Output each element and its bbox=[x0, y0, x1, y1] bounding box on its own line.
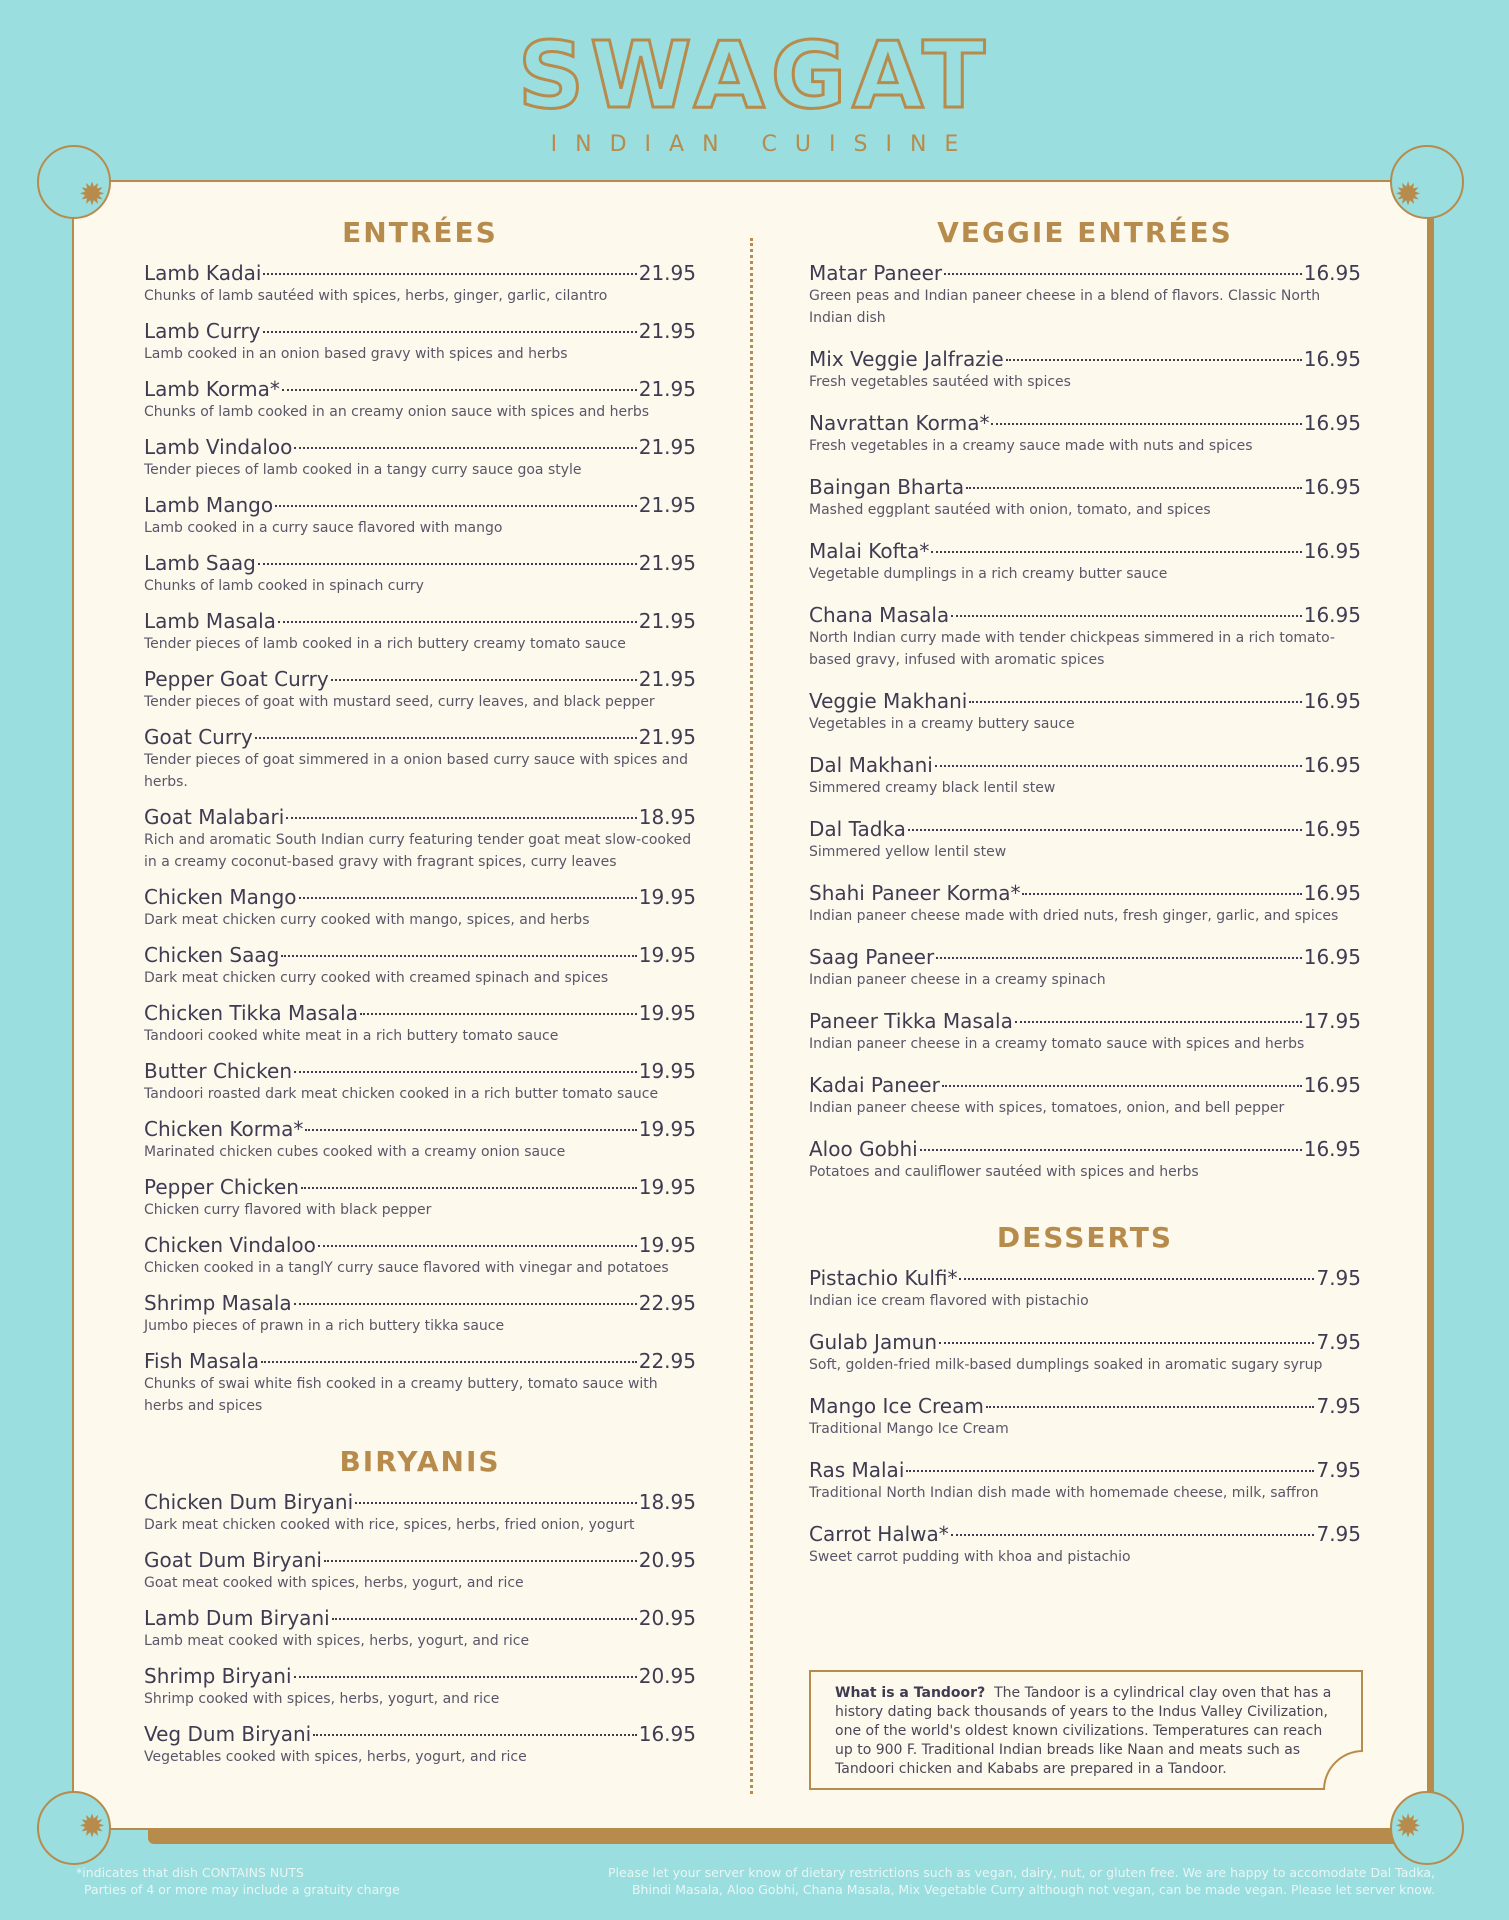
menu-item-row bbox=[809, 1394, 1361, 1418]
menu-item bbox=[809, 539, 1361, 585]
dot-leader bbox=[942, 1085, 1302, 1087]
dish-price: 22.95 bbox=[638, 1349, 696, 1373]
dot-leader bbox=[355, 1502, 637, 1504]
menu-item-row bbox=[809, 539, 1361, 563]
section-title-biryanis: BIRYANIS bbox=[339, 1445, 501, 1478]
dietary-note-line-1: Please let your server know of dietary restrictions such as vegan, dairy, nut, or gluten free. We are happy to accomodate Dal Tadka, bbox=[608, 1865, 1435, 1880]
tandoor-text: The Tandoor is a cylindrical clay oven that has a history dating back thousands of years to the Indus Valley Civilization, one of the world's oldest known civilizations. Temperatures can reach up to 900 F. Traditional Indian breads like Naan and meats such as Tandoori chicken and Kababs are prepared in a Tandoor. bbox=[835, 1685, 1332, 1777]
dish-description: Potatoes and cauliflower sautéed with spices and herbs bbox=[809, 1164, 1199, 1180]
dish-description: Tender pieces of goat simmered in a onion based curry sauce with spices and herbs. bbox=[144, 752, 689, 790]
menu-item bbox=[144, 1291, 696, 1337]
menu-item-row bbox=[144, 551, 696, 575]
menu-item bbox=[809, 881, 1361, 927]
dish-price: 17.95 bbox=[1303, 1009, 1361, 1033]
dot-leader bbox=[294, 1676, 637, 1678]
menu-item bbox=[809, 261, 1361, 329]
dish-description: Chicken curry flavored with black pepper bbox=[144, 1202, 432, 1218]
dish-description: Vegetables in a creamy buttery sauce bbox=[809, 716, 1075, 732]
menu-item bbox=[809, 603, 1361, 671]
dish-price: 16.95 bbox=[1303, 817, 1361, 841]
menu-item-row bbox=[809, 1137, 1361, 1161]
dot-leader bbox=[278, 621, 637, 623]
dish-description: Fresh vegetables in a creamy sauce made with nuts and spices bbox=[809, 438, 1253, 454]
menu-item bbox=[809, 817, 1361, 863]
dish-description: Jumbo pieces of prawn in a rich buttery tikka sauce bbox=[144, 1318, 505, 1334]
sun-ornament-icon: ✹ bbox=[78, 175, 106, 213]
dish-description: Marinated chicken cubes cooked with a creamy onion sauce bbox=[144, 1144, 566, 1160]
dish-name: Shrimp Biryani bbox=[144, 1664, 292, 1688]
dish-price: 16.95 bbox=[1303, 475, 1361, 499]
dish-price: 19.95 bbox=[638, 1059, 696, 1083]
menu-item-row bbox=[144, 1490, 696, 1514]
dish-description: Indian paneer cheese made with dried nuts, fresh ginger, garlic, and spices bbox=[809, 908, 1339, 924]
menu-item bbox=[144, 943, 696, 989]
dot-leader bbox=[286, 817, 636, 819]
dish-name: Chicken Dum Biryani bbox=[144, 1490, 354, 1514]
dish-description: Mashed eggplant sautéed with onion, tomato, and spices bbox=[809, 502, 1211, 518]
right-column bbox=[809, 216, 1361, 1586]
sun-ornament-icon: ✹ bbox=[1394, 1807, 1422, 1845]
dot-leader bbox=[282, 389, 637, 391]
dish-description: Chicken cooked in a tanglY curry sauce flavored with vinegar and potatoes bbox=[144, 1260, 669, 1276]
menu-item-row bbox=[144, 943, 696, 967]
dish-description: North Indian curry made with tender chickpeas simmered in a rich tomato-based gravy, infused with aromatic spices bbox=[809, 630, 1335, 668]
dot-leader bbox=[959, 1278, 1314, 1280]
menu-item-row bbox=[144, 725, 696, 749]
menu-item-row bbox=[144, 1233, 696, 1257]
menu-item bbox=[809, 411, 1361, 457]
dish-name: Mango Ice Cream bbox=[809, 1394, 984, 1418]
dish-name: Veg Dum Biryani bbox=[144, 1722, 312, 1746]
dish-description: Dark meat chicken curry cooked with creamed spinach and spices bbox=[144, 970, 609, 986]
dish-name: Pepper Chicken bbox=[144, 1175, 299, 1199]
dish-description: Tandoori roasted dark meat chicken cooked in a rich butter tomato sauce bbox=[144, 1086, 659, 1102]
dish-description: Traditional North Indian dish made with homemade cheese, milk, saffron bbox=[809, 1485, 1319, 1501]
dish-price: 21.95 bbox=[638, 609, 696, 633]
dish-price: 19.95 bbox=[638, 1117, 696, 1141]
dish-description: Tandoori cooked white meat in a rich buttery tomato sauce bbox=[144, 1028, 559, 1044]
dish-description: Lamb cooked in an onion based gravy with spices and herbs bbox=[144, 346, 568, 362]
dish-price: 19.95 bbox=[638, 943, 696, 967]
menu-item bbox=[144, 1548, 696, 1594]
dot-leader bbox=[908, 829, 1302, 831]
restaurant-logo: SWAGAT bbox=[517, 22, 992, 129]
menu-item bbox=[144, 1117, 696, 1163]
dish-price: 21.95 bbox=[638, 551, 696, 575]
dish-name: Chicken Tikka Masala bbox=[144, 1001, 358, 1025]
dish-name: Ras Malai bbox=[809, 1458, 905, 1482]
menu-item-row bbox=[809, 945, 1361, 969]
dot-leader bbox=[920, 1149, 1302, 1151]
dish-price: 21.95 bbox=[638, 261, 696, 285]
menu-item bbox=[144, 319, 696, 365]
dot-leader bbox=[966, 487, 1302, 489]
menu-item bbox=[144, 1059, 696, 1105]
menu-item-row bbox=[144, 1059, 696, 1083]
gratuity-note: Parties of 4 or more may include a gratuity charge bbox=[84, 1882, 400, 1897]
dish-name: Goat Dum Biryani bbox=[144, 1548, 322, 1572]
dish-price: 19.95 bbox=[638, 1233, 696, 1257]
menu-item-row bbox=[809, 689, 1361, 713]
dish-description: Simmered creamy black lentil stew bbox=[809, 780, 1056, 796]
menu-item bbox=[809, 1266, 1361, 1312]
dish-price: 16.95 bbox=[638, 1722, 696, 1746]
menu-item-row bbox=[809, 753, 1361, 777]
dish-price: 16.95 bbox=[1303, 945, 1361, 969]
dish-description: Fresh vegetables sautéed with spices bbox=[809, 374, 1071, 390]
menu-item bbox=[144, 1233, 696, 1279]
dot-leader bbox=[255, 737, 637, 739]
nuts-note: *indicates that dish CONTAINS NUTS bbox=[76, 1865, 304, 1880]
menu-item bbox=[144, 261, 696, 307]
menu-item-row bbox=[809, 1458, 1361, 1482]
dot-leader bbox=[931, 551, 1301, 553]
menu-item-row bbox=[144, 1175, 696, 1199]
dish-price: 16.95 bbox=[1303, 411, 1361, 435]
menu-item bbox=[144, 1722, 696, 1768]
dish-name: Lamb Vindaloo bbox=[144, 435, 293, 459]
menu-item bbox=[809, 945, 1361, 991]
dish-price: 16.95 bbox=[1303, 689, 1361, 713]
tandoor-info-box bbox=[809, 1670, 1363, 1790]
section-title-veggie-entrees: VEGGIE ENTRÉES bbox=[937, 216, 1233, 249]
dish-name: Dal Tadka bbox=[809, 817, 906, 841]
dish-price: 21.95 bbox=[638, 377, 696, 401]
dish-name: Matar Paneer bbox=[809, 261, 943, 285]
dot-leader bbox=[263, 331, 637, 333]
menu-item-row bbox=[144, 377, 696, 401]
dot-leader bbox=[281, 955, 636, 957]
veggie-list bbox=[809, 261, 1361, 1183]
dot-leader bbox=[936, 957, 1302, 959]
dish-price: 16.95 bbox=[1303, 539, 1361, 563]
dish-price: 18.95 bbox=[638, 1490, 696, 1514]
dish-name: Chicken Saag bbox=[144, 943, 280, 967]
dish-name: Lamb Curry bbox=[144, 319, 261, 343]
dot-leader bbox=[263, 273, 636, 275]
dish-description: Chunks of lamb cooked in spinach curry bbox=[144, 578, 424, 594]
dish-name: Veggie Makhani bbox=[809, 689, 968, 713]
dot-leader bbox=[939, 1342, 1314, 1344]
menu-item-row bbox=[809, 411, 1361, 435]
menu-item bbox=[144, 1175, 696, 1221]
dish-price: 21.95 bbox=[638, 319, 696, 343]
menu-item bbox=[809, 1009, 1361, 1055]
dish-name: Chicken Vindaloo bbox=[144, 1233, 316, 1257]
dish-price: 19.95 bbox=[638, 1001, 696, 1025]
menu-item-row bbox=[144, 1291, 696, 1315]
dish-price: 7.95 bbox=[1316, 1330, 1361, 1354]
brand-header bbox=[0, 22, 1509, 157]
menu-item-row bbox=[144, 1606, 696, 1630]
dish-name: Pistachio Kulfi* bbox=[809, 1266, 958, 1290]
dot-leader bbox=[332, 1618, 637, 1620]
dish-price: 21.95 bbox=[638, 435, 696, 459]
dot-leader bbox=[261, 1361, 637, 1363]
menu-item-row bbox=[144, 1117, 696, 1141]
menu-item-row bbox=[144, 435, 696, 459]
dot-leader bbox=[318, 1245, 637, 1247]
dish-price: 16.95 bbox=[1303, 753, 1361, 777]
dish-description: Dark meat chicken curry cooked with mango, spices, and herbs bbox=[144, 912, 590, 928]
menu-item bbox=[144, 1490, 696, 1536]
menu-item-row bbox=[809, 1522, 1361, 1546]
dot-leader bbox=[360, 1013, 637, 1015]
dish-description: Vegetable dumplings in a rich creamy butter sauce bbox=[809, 566, 1168, 582]
dish-name: Lamb Kadai bbox=[144, 261, 262, 285]
dish-price: 18.95 bbox=[638, 805, 696, 829]
dish-price: 16.95 bbox=[1303, 881, 1361, 905]
dish-description: Lamb cooked in a curry sauce flavored with mango bbox=[144, 520, 503, 536]
dish-description: Soft, golden-fried milk-based dumplings soaked in aromatic sugary syrup bbox=[809, 1357, 1323, 1373]
footer-right bbox=[605, 1864, 1435, 1898]
dish-description: Sweet carrot pudding with khoa and pistachio bbox=[809, 1549, 1131, 1565]
dish-name: Navrattan Korma* bbox=[809, 411, 990, 435]
menu-item-row bbox=[144, 667, 696, 691]
dish-price: 16.95 bbox=[1303, 1073, 1361, 1097]
dot-leader bbox=[951, 615, 1302, 617]
dish-name: Aloo Gobhi bbox=[809, 1137, 918, 1161]
dish-name: Chana Masala bbox=[809, 603, 950, 627]
menu-item bbox=[809, 1458, 1361, 1504]
dot-leader bbox=[991, 423, 1301, 425]
dot-leader bbox=[944, 273, 1302, 275]
dish-price: 7.95 bbox=[1316, 1266, 1361, 1290]
dish-name: Goat Curry bbox=[144, 725, 253, 749]
menu-item-row bbox=[809, 881, 1361, 905]
dot-leader bbox=[294, 447, 636, 449]
dish-description: Indian ice cream flavored with pistachio bbox=[809, 1293, 1089, 1309]
section-title-entrees: ENTRÉES bbox=[342, 216, 498, 249]
menu-item bbox=[144, 805, 696, 873]
dish-price: 19.95 bbox=[638, 1175, 696, 1199]
menu-item bbox=[144, 551, 696, 597]
footer-left bbox=[76, 1864, 400, 1898]
menu-item-row bbox=[809, 1009, 1361, 1033]
dot-leader bbox=[986, 1406, 1315, 1408]
menu-item-row bbox=[144, 1349, 696, 1373]
dot-leader bbox=[301, 1187, 637, 1189]
dish-name: Malai Kofta* bbox=[809, 539, 930, 563]
menu-item-row bbox=[809, 1330, 1361, 1354]
menu-item-row bbox=[809, 347, 1361, 371]
menu-item bbox=[809, 689, 1361, 735]
dish-description: Green peas and Indian paneer cheese in a blend of flavors. Classic North Indian dish bbox=[809, 288, 1321, 326]
dot-leader bbox=[1022, 893, 1301, 895]
dot-leader bbox=[969, 701, 1301, 703]
menu-item-row bbox=[144, 1664, 696, 1688]
dish-name: Lamb Korma* bbox=[144, 377, 280, 401]
dish-name: Carrot Halwa* bbox=[809, 1522, 949, 1546]
dish-price: 19.95 bbox=[638, 885, 696, 909]
menu-item bbox=[144, 885, 696, 931]
dish-price: 21.95 bbox=[638, 493, 696, 517]
dish-name: Butter Chicken bbox=[144, 1059, 293, 1083]
dot-leader bbox=[294, 1303, 637, 1305]
dish-name: Saag Paneer bbox=[809, 945, 935, 969]
dish-description: Indian paneer cheese in a creamy tomato sauce with spices and herbs bbox=[809, 1036, 1305, 1052]
menu-item bbox=[144, 667, 696, 713]
dish-description: Traditional Mango Ice Cream bbox=[809, 1421, 1009, 1437]
menu-item-row bbox=[144, 609, 696, 633]
dish-price: 20.95 bbox=[638, 1606, 696, 1630]
dietary-note-line-2: Bhindi Masala, Aloo Gobhi, Chana Masala, Mix Vegetable Curry although not vegan, can be made vegan. Please let server know. bbox=[631, 1882, 1435, 1897]
menu-item-row bbox=[809, 1073, 1361, 1097]
dish-name: Mix Veggie Jalfrazie bbox=[809, 347, 1004, 371]
dot-leader bbox=[951, 1534, 1315, 1536]
dish-price: 16.95 bbox=[1303, 347, 1361, 371]
dish-price: 7.95 bbox=[1316, 1394, 1361, 1418]
dish-description: Chunks of swai white fish cooked in a creamy buttery, tomato sauce with herbs and spices bbox=[144, 1376, 658, 1414]
dish-price: 16.95 bbox=[1303, 261, 1361, 285]
left-column bbox=[144, 216, 696, 1780]
sun-ornament-icon: ✹ bbox=[1394, 175, 1422, 213]
menu-item bbox=[809, 1522, 1361, 1568]
dish-description: Tender pieces of lamb cooked in a tangy curry sauce goa style bbox=[144, 462, 582, 478]
dish-price: 7.95 bbox=[1316, 1522, 1361, 1546]
dot-leader bbox=[324, 1560, 637, 1562]
menu-item bbox=[144, 725, 696, 793]
dish-price: 20.95 bbox=[638, 1548, 696, 1572]
menu-item bbox=[809, 753, 1361, 799]
menu-item-row bbox=[144, 1001, 696, 1025]
dish-name: Lamb Dum Biryani bbox=[144, 1606, 330, 1630]
dot-leader bbox=[258, 563, 637, 565]
column-divider bbox=[750, 238, 753, 1794]
dish-price: 21.95 bbox=[638, 725, 696, 749]
dish-description: Goat meat cooked with spices, herbs, yogurt, and rice bbox=[144, 1575, 524, 1591]
dish-name: Fish Masala bbox=[144, 1349, 260, 1373]
menu-item-row bbox=[144, 805, 696, 829]
dish-price: 22.95 bbox=[638, 1291, 696, 1315]
dot-leader bbox=[935, 765, 1302, 767]
sun-ornament-icon: ✹ bbox=[78, 1807, 106, 1845]
menu-item bbox=[144, 435, 696, 481]
menu-item bbox=[809, 1330, 1361, 1376]
dish-name: Kadai Paneer bbox=[809, 1073, 940, 1097]
dish-description: Lamb meat cooked with spices, herbs, yogurt, and rice bbox=[144, 1633, 530, 1649]
menu-item bbox=[144, 493, 696, 539]
dish-description: Shrimp cooked with spices, herbs, yogurt, and rice bbox=[144, 1691, 500, 1707]
dish-name: Dal Makhani bbox=[809, 753, 933, 777]
dot-leader bbox=[305, 1129, 636, 1131]
dish-description: Tender pieces of lamb cooked in a rich buttery creamy tomato sauce bbox=[144, 636, 626, 652]
biryanis-list bbox=[144, 1490, 696, 1768]
menu-item-row bbox=[809, 603, 1361, 627]
dish-price: 20.95 bbox=[638, 1664, 696, 1688]
tandoor-heading: What is a Tandoor? bbox=[835, 1685, 986, 1701]
dish-name: Lamb Mango bbox=[144, 493, 274, 517]
menu-item-row bbox=[144, 319, 696, 343]
box-corner bbox=[1323, 1750, 1363, 1790]
restaurant-tagline: INDIAN CUISINE bbox=[550, 132, 977, 157]
dish-name: Chicken Korma* bbox=[144, 1117, 304, 1141]
menu-item bbox=[809, 1137, 1361, 1183]
menu-item bbox=[144, 1001, 696, 1047]
menu-item-row bbox=[144, 1548, 696, 1572]
dish-name: Shrimp Masala bbox=[144, 1291, 292, 1315]
dish-price: 7.95 bbox=[1316, 1458, 1361, 1482]
dish-name: Baingan Bharta bbox=[809, 475, 965, 499]
dot-leader bbox=[275, 505, 637, 507]
dish-price: 16.95 bbox=[1303, 603, 1361, 627]
menu-item-row bbox=[144, 261, 696, 285]
dish-description: Tender pieces of goat with mustard seed, curry leaves, and black pepper bbox=[144, 694, 655, 710]
menu-item bbox=[809, 1073, 1361, 1119]
menu-item bbox=[144, 1349, 696, 1417]
section-title-desserts: DESSERTS bbox=[996, 1221, 1174, 1254]
dish-description: Vegetables cooked with spices, herbs, yogurt, and rice bbox=[144, 1749, 527, 1765]
dot-leader bbox=[906, 1470, 1314, 1472]
dish-name: Pepper Goat Curry bbox=[144, 667, 329, 691]
dish-description: Chunks of lamb sautéed with spices, herbs, ginger, garlic, cilantro bbox=[144, 288, 608, 304]
dish-price: 16.95 bbox=[1303, 1137, 1361, 1161]
dish-description: Indian paneer cheese in a creamy spinach bbox=[809, 972, 1106, 988]
menu-item-row bbox=[144, 885, 696, 909]
entrees-list bbox=[144, 261, 696, 1417]
menu-item-row bbox=[809, 475, 1361, 499]
dish-name: Paneer Tikka Masala bbox=[809, 1009, 1013, 1033]
dish-description: Chunks of lamb cooked in an creamy onion sauce with spices and herbs bbox=[144, 404, 650, 420]
menu-item-row bbox=[809, 817, 1361, 841]
menu-item bbox=[144, 1606, 696, 1652]
menu-item-row bbox=[144, 493, 696, 517]
dot-leader bbox=[313, 1734, 637, 1736]
desserts-list bbox=[809, 1266, 1361, 1568]
dish-name: Shahi Paneer Korma* bbox=[809, 881, 1021, 905]
menu-item bbox=[144, 609, 696, 655]
dot-leader bbox=[1015, 1021, 1302, 1023]
dish-name: Goat Malabari bbox=[144, 805, 285, 829]
dot-leader bbox=[299, 897, 637, 899]
dish-name: Chicken Mango bbox=[144, 885, 297, 909]
dish-description: Rich and aromatic South Indian curry featuring tender goat meat slow-cooked in a creamy coconut-based gravy with fragrant spices, curry leaves bbox=[144, 832, 692, 870]
dish-description: Simmered yellow lentil stew bbox=[809, 844, 1007, 860]
menu-item bbox=[144, 377, 696, 423]
dish-price: 21.95 bbox=[638, 667, 696, 691]
dish-name: Gulab Jamun bbox=[809, 1330, 938, 1354]
dish-description: Dark meat chicken cooked with rice, spices, herbs, fried onion, yogurt bbox=[144, 1517, 635, 1533]
menu-item bbox=[809, 475, 1361, 521]
dish-name: Lamb Masala bbox=[144, 609, 276, 633]
dot-leader bbox=[294, 1071, 637, 1073]
dot-leader bbox=[1006, 359, 1302, 361]
menu-item bbox=[144, 1664, 696, 1710]
menu-item-row bbox=[144, 1722, 696, 1746]
menu-item-row bbox=[809, 261, 1361, 285]
menu-item-row bbox=[809, 1266, 1361, 1290]
dish-description: Indian paneer cheese with spices, tomatoes, onion, and bell pepper bbox=[809, 1100, 1285, 1116]
menu-item bbox=[809, 1394, 1361, 1440]
dish-name: Lamb Saag bbox=[144, 551, 256, 575]
menu-item bbox=[809, 347, 1361, 393]
dot-leader bbox=[331, 679, 637, 681]
